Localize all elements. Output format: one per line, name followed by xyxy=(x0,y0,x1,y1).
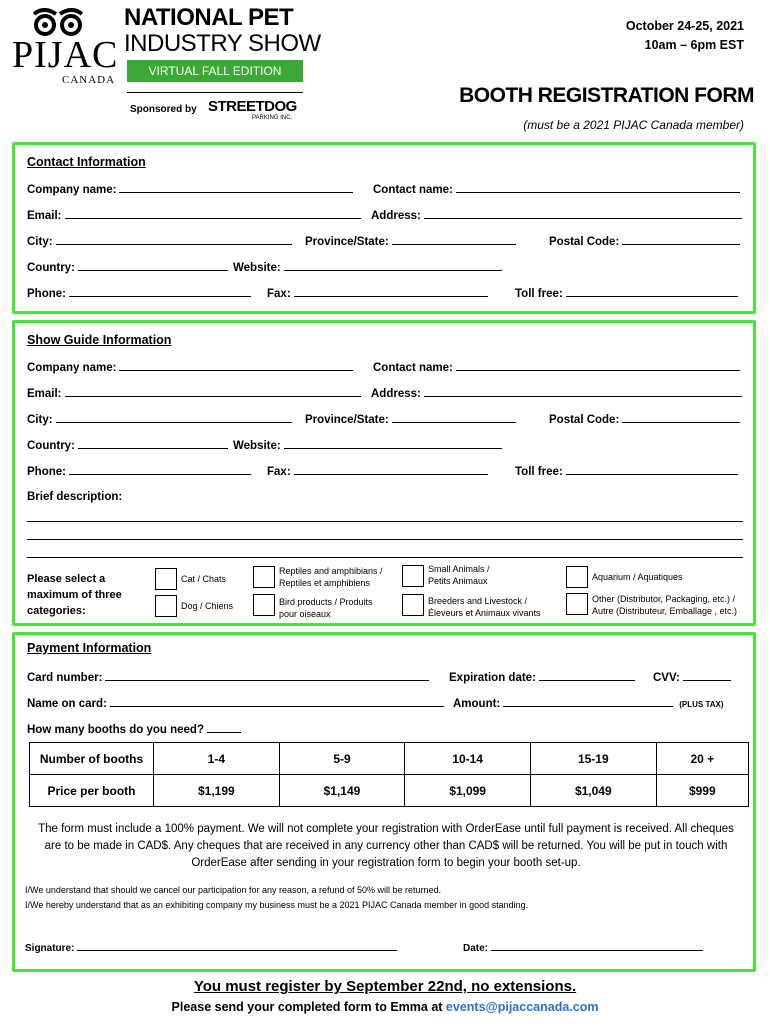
category-checkbox-aquarium[interactable] xyxy=(566,566,588,588)
payment-section xyxy=(12,632,756,972)
table-cell: $1,199 xyxy=(154,775,280,807)
edition-banner: VIRTUAL FALL EDITION xyxy=(127,60,303,82)
guide-city-field[interactable]: City: xyxy=(27,413,292,426)
guide-company-field[interactable]: Company name: xyxy=(27,361,353,374)
contact-postal-field[interactable]: Postal Code: xyxy=(549,235,740,248)
show-title-line-1: NATIONAL PET xyxy=(124,4,294,31)
table-cell: 10-14 xyxy=(405,743,531,775)
category-label-cat: Cat / Chats xyxy=(181,574,227,584)
category-checkbox-dog[interactable] xyxy=(155,595,177,617)
category-checkbox-other[interactable] xyxy=(566,593,588,615)
contact-section-title: Contact Information xyxy=(27,155,146,169)
payment-section-title: Payment Information xyxy=(27,641,152,655)
table-header-price: Price per booth xyxy=(30,775,154,807)
show-guide-section xyxy=(12,320,756,626)
event-hours: 10am – 6pm EST xyxy=(644,38,744,52)
category-checkbox-small-animals[interactable] xyxy=(402,565,424,587)
show-guide-section-title: Show Guide Information xyxy=(27,333,172,347)
card-number-field[interactable]: Card number: xyxy=(27,671,429,684)
table-cell: $999 xyxy=(656,775,748,807)
table-row xyxy=(30,743,749,775)
contact-country-field[interactable]: Country: xyxy=(27,261,228,274)
guide-country-field[interactable]: Country: xyxy=(27,439,228,452)
description-line-2[interactable] xyxy=(27,539,743,540)
contact-fax-field[interactable]: Fax: xyxy=(267,287,488,300)
contact-city-field[interactable]: City: xyxy=(27,235,292,248)
contact-name-field[interactable]: Contact name: xyxy=(373,183,740,196)
category-label-small-animals: Small Animals / Petits Animaux xyxy=(428,564,490,586)
date-field[interactable]: Date: xyxy=(463,941,703,954)
contact-province-field[interactable]: Province/State: xyxy=(305,235,516,248)
category-label-dog: Dog / Chiens xyxy=(181,601,234,611)
description-line-1[interactable] xyxy=(27,521,743,522)
form-title: BOOTH REGISTRATION FORM xyxy=(459,84,754,107)
category-checkbox-reptiles[interactable] xyxy=(253,566,275,588)
category-checkbox-cat[interactable] xyxy=(155,568,177,590)
contact-phone-field[interactable]: Phone: xyxy=(27,287,251,300)
brief-description-label: Brief description: xyxy=(27,491,123,503)
logo-sub: CANADA xyxy=(62,74,116,86)
booth-price-table xyxy=(29,742,749,807)
category-prompt: Please select a maximum of three categories: xyxy=(27,573,122,617)
sponsor-sub: PARKING INC. xyxy=(252,115,293,121)
guide-postal-field[interactable]: Postal Code: xyxy=(549,413,740,426)
sponsor-logo: STREETDOG xyxy=(208,98,297,115)
header-divider xyxy=(127,92,303,93)
name-on-card-field[interactable]: Name on card: xyxy=(27,697,444,710)
contact-email-field[interactable]: Email: xyxy=(27,209,361,222)
sponsored-by: Sponsored by xyxy=(130,104,197,115)
contact-address-field[interactable]: Address: xyxy=(371,209,742,222)
show-title-line-2: INDUSTRY SHOW xyxy=(124,30,321,57)
table-cell: $1,099 xyxy=(405,775,531,807)
guide-fax-field[interactable]: Fax: xyxy=(267,465,488,478)
table-header-booths: Number of booths xyxy=(30,743,154,775)
booths-needed-field[interactable]: How many booths do you need? xyxy=(27,723,241,736)
owl-eyes-icon xyxy=(30,8,86,36)
registration-deadline: You must register by September 22nd, no extensions. xyxy=(193,978,577,995)
plus-tax-note: (PLUS TAX) xyxy=(679,700,724,709)
send-instructions xyxy=(0,1000,770,1014)
guide-contact-field[interactable]: Contact name: xyxy=(373,361,740,374)
description-line-3[interactable] xyxy=(27,557,743,558)
category-label-breeders: Breeders and Livestock / Éleveurs et Animaux vivants xyxy=(428,596,541,618)
contact-website-field[interactable]: Website: xyxy=(233,261,502,274)
category-label-reptiles: Reptiles and amphibians / Reptiles et amphibiens xyxy=(279,566,383,588)
guide-phone-field[interactable]: Phone: xyxy=(27,465,251,478)
agreement-refund: I/We understand that should we cancel our participation for any reason, a refund of 50% will be returned. xyxy=(25,885,442,895)
contact-section xyxy=(12,142,756,314)
category-label-bird: Bird products / Produits pour oiseaux xyxy=(279,597,373,619)
contact-email-link[interactable]: events@pijaccanada.com xyxy=(445,1000,599,1014)
event-dates: October 24-25, 2021 xyxy=(625,19,744,33)
table-cell: 20 + xyxy=(656,743,748,775)
expiration-field[interactable]: Expiration date: xyxy=(449,671,635,684)
logo-name: PIJAC xyxy=(12,34,119,76)
table-cell: $1,149 xyxy=(279,775,405,807)
table-cell: $1,049 xyxy=(530,775,656,807)
amount-field[interactable]: Amount: (PLUS TAX) xyxy=(453,698,724,710)
guide-province-field[interactable]: Province/State: xyxy=(305,413,516,426)
table-cell: 1-4 xyxy=(154,743,280,775)
contact-tollfree-field[interactable]: Toll free: xyxy=(515,287,738,300)
guide-tollfree-field[interactable]: Toll free: xyxy=(515,465,738,478)
cvv-field[interactable]: CVV: xyxy=(653,671,731,684)
guide-address-field[interactable]: Address: xyxy=(371,387,742,400)
guide-email-field[interactable]: Email: xyxy=(27,387,361,400)
guide-website-field[interactable]: Website: xyxy=(233,439,502,452)
table-cell: 5-9 xyxy=(279,743,405,775)
payment-notice: The form must include a 100% payment. We will not complete your registration with OrderEase until full payment is received. All cheques are to be made in CAD$. Any cheques that are received in any currency other than CAD$ will be returned. You will be put in touch with OrderEase after sending in your registration form to begin your booth set-up. xyxy=(38,823,734,869)
category-checkbox-bird[interactable] xyxy=(253,594,275,616)
category-label-aquarium: Aquarium / Aquatiques xyxy=(592,572,683,582)
table-row xyxy=(30,775,749,807)
send-prefix: Please send your completed form to Emma at xyxy=(171,1000,446,1014)
category-checkbox-breeders[interactable] xyxy=(402,594,424,616)
pijac-logo xyxy=(12,8,119,88)
contact-company-field[interactable]: Company name: xyxy=(27,183,353,196)
agreement-membership: I/We hereby understand that as an exhibiting company my business must be a 2021 PIJAC Canada member in good standing. xyxy=(25,900,529,910)
signature-field[interactable]: Signature: xyxy=(25,941,397,954)
table-cell: 15-19 xyxy=(530,743,656,775)
category-label-other: Other (Distributor, Packaging, etc.) / Autre (Distributeur, Emballage , etc.) xyxy=(592,594,738,616)
form-note: (must be a 2021 PIJAC Canada member) xyxy=(523,118,744,132)
